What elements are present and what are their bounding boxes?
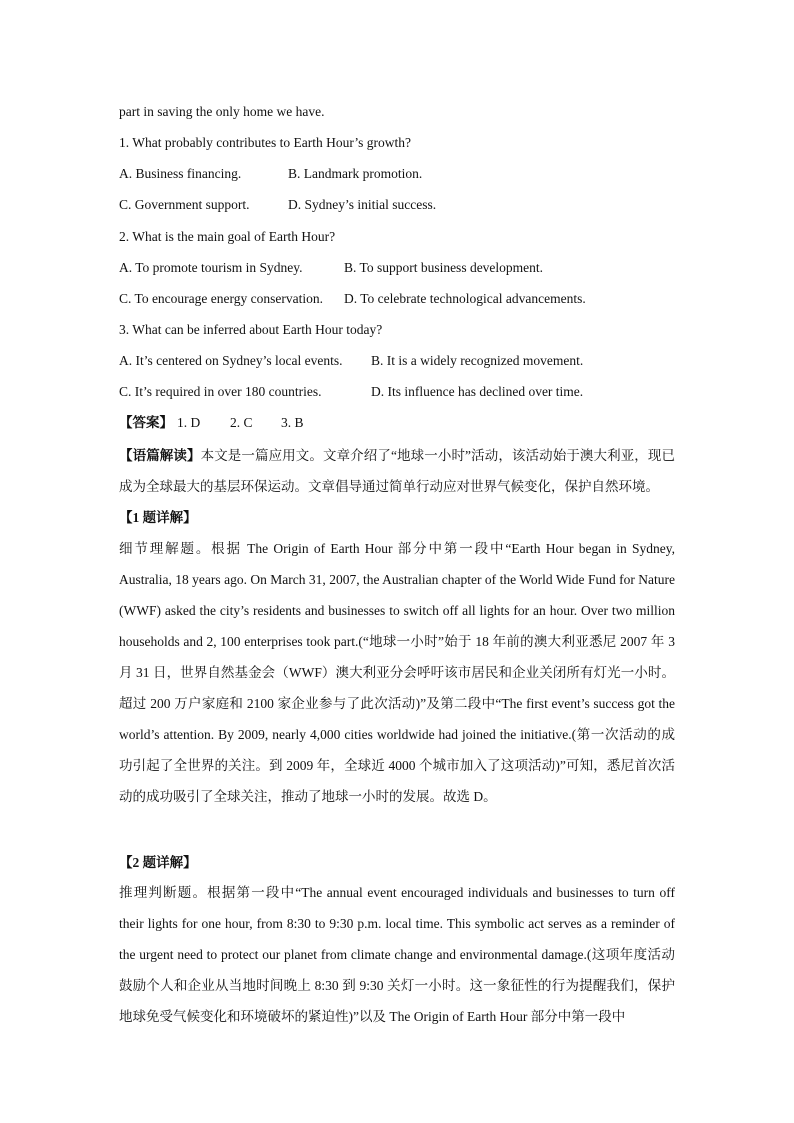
answer-label: 【答案】 [119,415,173,430]
question-2-detail-text: 推理判断题。根据第一段中“The annual event encouraged individuals and businesses to turn off their lights for one hour, from 8:30 to 9:30 p.m. local time. This symbolic act serves as a reminder of the urgent need to protect our planet from climate change and environmental damage.(这项年度活动鼓励个人和企业从当地时间晚上 8:30 到 9:30 关灯一小时。这一象征性的行为提醒我们，保护地球免受气候变化和环境破坏的紧迫性)”以及 The Origin of Earth Hour 部分中第一段中 [119,885,675,1024]
question-1-detail-text: 细节理解题。根据 The Origin of Earth Hour 部分中第一段中“Earth Hour began in Sydney, Australia, 18 years ago. On March 31, 2007, the Australian chapter of the World Wide Fund for Nature (WWF) asked the city’s residents and businesses to switch off all lights for an hour. Over two million households and 2, 100 enterprises took part.(“地球一小时”始于 18 年前的澳大利亚悉尼 2007 年 3 月 31 日，世界自然基金会（WWF）澳大利亚分会呼吁该市居民和企业关闭所有灯光一小时。超过 200 万户家庭和 2100 家企业参与了此次活动)”及第二段中“The first event’s success got the world’s attention. By 2009, nearly 4,000 cities worldwide had joined the initiative.(第一次活动的成功引起了全世界的关注。到 2009 年，全球近 4000 个城市加入了这项活动)”可知，悉尼首次活动的成功吸引了全球关注，推动了地球一小时的发展。故选 D。 [119,541,675,804]
question-3-option-b: B. It is a widely recognized movement. [371,353,584,368]
answer-2: 2. C [230,415,253,430]
question-1-option-c: C. Government support. [119,197,250,212]
question-3-option-c: C. It’s required in over 180 countries. [119,384,322,399]
question-2-stem: 2. What is the main goal of Earth Hour? [119,229,336,244]
question-2-option-a: A. To promote tourism in Sydney. [119,260,303,275]
question-3-option-d: D. Its influence has declined over time. [371,384,584,399]
question-3-option-a: A. It’s centered on Sydney’s local events. [119,353,343,368]
passage-analysis [119,440,675,502]
question-1-option-a: A. Business financing. [119,166,242,181]
answer-1: 1. D [177,415,201,430]
question-2-option-d: D. To celebrate technological advancements. [344,291,586,306]
question-1-detail-heading: 【1 题详解】 [119,510,197,525]
question-1-option-d: D. Sydney’s initial success. [288,197,437,212]
intro-tail-text: part in saving the only home we have. [119,104,325,119]
analysis-label: 【语篇解读】 [119,448,201,463]
question-3-stem: 3. What can be inferred about Earth Hour today? [119,322,383,337]
question-2-detail-heading: 【2 题详解】 [119,855,197,870]
analysis-text: 本文是一篇应用文。文章介绍了“地球一小时”活动，该活动始于澳大利亚，现已成为全球最大的基层环保运动。文章倡导通过简单行动应对世界气候变化，保护自然环境。 [119,448,676,494]
answer-3: 3. B [281,415,304,430]
question-1-stem: 1. What probably contributes to Earth Hour’s growth? [119,135,411,150]
question-1-option-b: B. Landmark promotion. [288,166,423,181]
question-2-option-b: B. To support business development. [344,260,544,275]
question-2-option-c: C. To encourage energy conservation. [119,291,323,306]
